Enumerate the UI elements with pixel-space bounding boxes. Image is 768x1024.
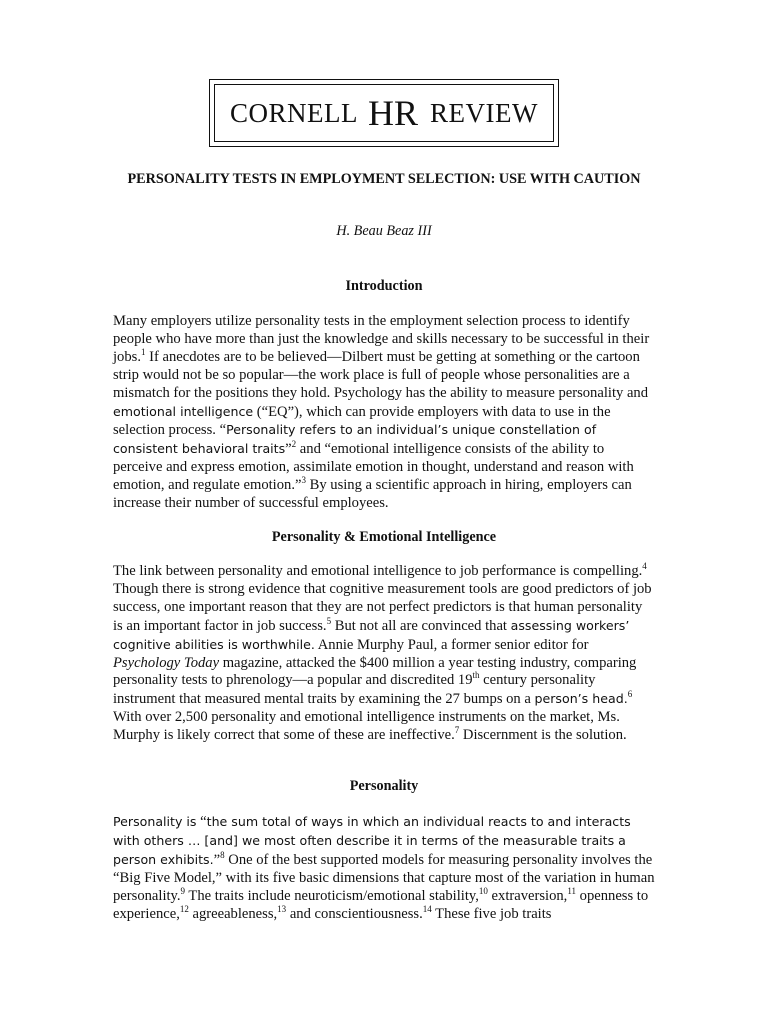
footnote-marker: 14 [422,903,432,914]
text-run: and conscientiousness. [286,905,423,922]
footnote-marker: th [472,670,480,681]
text-run: The traits include neuroticism/emotional stability, [185,887,479,904]
text-run: agreeableness, [188,905,278,922]
journal-masthead [209,79,559,147]
text-run: ” [213,851,221,868]
footnote-marker: 8 [220,849,225,860]
text-run: ” [285,441,292,458]
text-run: and “emotional intelligence consists of the ability to perceive and express emotion, assimilate emotion in thought, understand and reason with emotion, and regulate emotion.” [113,441,634,494]
section-heading-personality-ei: Personality & Emotional Intelligence [271,529,497,545]
footnote-marker: 1 [140,346,146,357]
text-run: But not all are convinced that [331,617,511,634]
text-run: The link between personality and emotional intelligence to job performance is compelling. [113,563,643,579]
text-run: extraversion, [487,887,568,904]
paragraph-personality [113,813,655,923]
footnote-marker: 3 [301,475,306,486]
masthead-word-review: REVIEW [430,97,538,128]
footnote-marker: 2 [291,439,297,450]
masthead-word-hr: HR [368,93,419,133]
text-run: magazine, attacked the $400 million a year testing industry, comparing personality tests to phrenology—a popular and discredited 19 [113,654,637,689]
text-run: These five job traits [431,905,552,922]
text-run: century personality instrument that measured mental traits by examining the 27 bumps on a [113,672,596,708]
text-run: openness to experience, [113,887,649,922]
text-run: By using a scientific approach in hiring, employers can increase their number of successful employees. [113,477,632,512]
alt-font-text: person’s head. [534,691,628,707]
footnote-marker: 4 [642,561,647,571]
text-run: One of the best supported models for measuring personality involves the “Big Five Model,” with its five basic dimensions that capture most of the variation in human personality. [113,851,655,904]
alt-font-text: assessing workers’ cognitive abilities is worthwhile. [113,617,630,652]
text-run: With over 2,500 personality and emotional intelligence instruments on the market, Ms. Murphy is likely correct that some of these are ineffective. [113,709,620,744]
article-title: PERSONALITY TESTS IN EMPLOYMENT SELECTION: USE WITH CAUTION [127,171,641,187]
footnote-marker: 7 [454,725,460,736]
paragraph-introduction [113,313,655,513]
article-author: H. Beau Beaz III [336,223,432,239]
masthead-word-cornell: CORNELL [230,97,358,128]
footnote-marker: 11 [567,885,576,896]
paragraph-personality-ei [113,563,655,745]
footnote-marker: 13 [277,903,287,914]
section-heading-introduction: Introduction [345,278,423,294]
alt-font-text: emotional intelligence [113,403,254,419]
alt-font-text: the sum total of ways in which an individual reacts to and interacts with others … [and] we most often describe it in terms of the measurable traits a person exhibits. [113,814,631,867]
footnote-marker: 5 [326,615,332,626]
text-run: Annie Murphy Paul, a former senior editor for [314,636,589,653]
footnote-marker: 9 [180,885,186,896]
text-run: Though there is strong evidence that cognitive measurement tools are good predictors of job success, one important reason that they are not perfect predictors is that human personality is an important factor in job success. [113,580,652,634]
footnote-marker: 10 [478,885,488,896]
masthead-inner-border [214,84,554,142]
text-run: Discernment is the solution. [459,727,627,744]
footnote-marker: 6 [627,689,633,700]
footnote-marker: 12 [179,903,189,914]
text-run: If anecdotes are to be believed—Dilbert must be getting at something or the cartoon strip would not be so popular—the work place is full of people whose personalities are a mismatch for the positions they hold. Psychology has the ability to measure personality and [113,348,649,401]
text-run: Many employers utilize personality tests in the employment selection process to identify people who have more than just the knowledge and skills necessary to be successful in their jobs. [113,313,650,365]
italic-text: Psychology Today [113,654,220,671]
section-heading-personality: Personality [349,778,419,794]
alt-font-text: Personality refers to an individual’s unique constellation of consistent behavioral traits [113,422,597,457]
text-run: (“EQ”), which can provide employers with data to use in the selection process. “ [113,403,611,439]
alt-font-text: Personality is [113,814,197,829]
text-run: “ [196,814,207,830]
